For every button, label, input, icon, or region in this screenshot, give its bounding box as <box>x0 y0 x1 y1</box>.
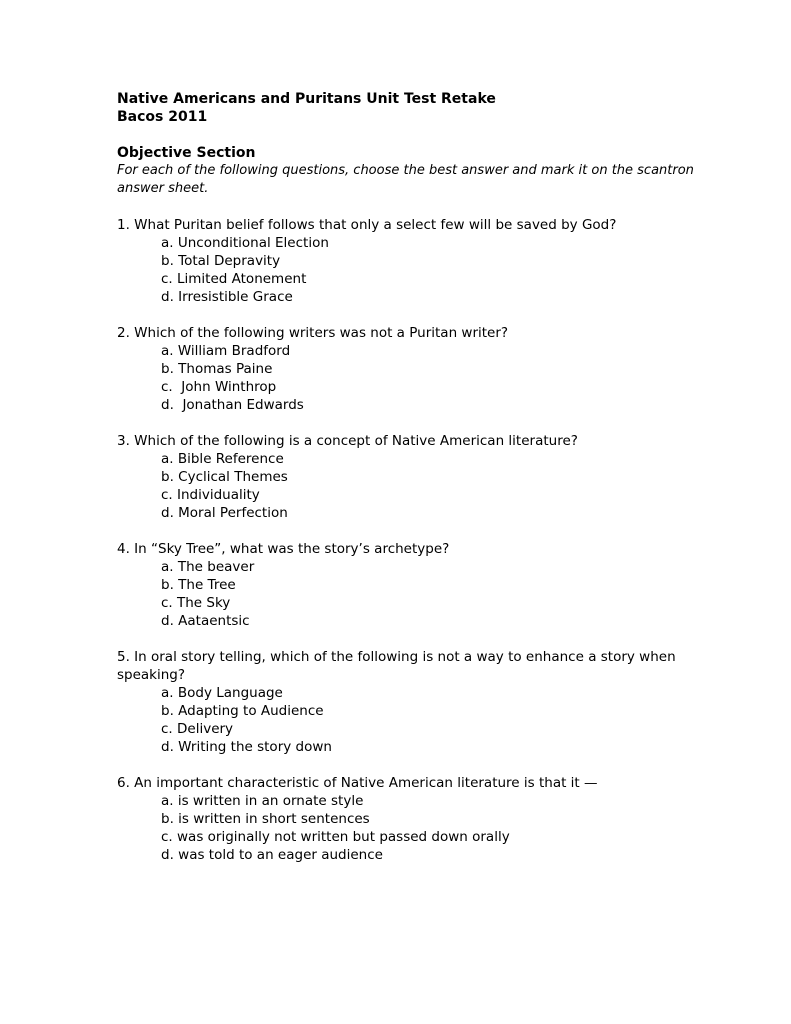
answer-options <box>117 558 697 630</box>
answer-option: d. Aataentsic <box>161 613 250 629</box>
answer-option: c. John Winthrop <box>161 379 277 395</box>
answer-options <box>117 684 697 756</box>
answer-option: c. was originally not written but passed down orally <box>161 829 510 845</box>
question-stem: 3. Which of the following is a concept of Native American literature? <box>117 433 578 449</box>
answer-option: b. Total Depravity <box>161 253 281 269</box>
answer-option: c. The Sky <box>161 595 231 611</box>
answer-option: a. Body Language <box>161 685 283 701</box>
question-stem: 6. An important characteristic of Native American literature is that it — <box>117 775 598 791</box>
answer-option: b. Thomas Paine <box>161 361 273 377</box>
section-instructions: For each of the following questions, choose the best answer and mark it on the scantron answer sheet. <box>117 163 694 196</box>
answer-option: b. Cyclical Themes <box>161 469 288 485</box>
document-title: Native Americans and Puritans Unit Test Retake <box>117 91 496 107</box>
answer-option: d. was told to an eager audience <box>161 847 383 863</box>
answer-option: a. William Bradford <box>161 343 291 359</box>
question-list <box>117 216 697 864</box>
question-2 <box>117 324 697 414</box>
answer-option: d. Irresistible Grace <box>161 289 293 305</box>
document-subtitle: Bacos 2011 <box>117 109 208 125</box>
answer-option: a. Bible Reference <box>161 451 284 467</box>
question-stem: 1. What Puritan belief follows that only a select few will be saved by God? <box>117 217 617 233</box>
question-stem: 2. Which of the following writers was not a Puritan writer? <box>117 325 509 341</box>
answer-option: d. Moral Perfection <box>161 505 288 521</box>
answer-option: c. Limited Atonement <box>161 271 307 287</box>
answer-options <box>117 234 697 306</box>
question-stem: 5. In oral story telling, which of the following is not a way to enhance a story when speaking? <box>117 649 676 683</box>
answer-option: c. Individuality <box>161 487 260 503</box>
question-4 <box>117 540 697 630</box>
answer-option: b. The Tree <box>161 577 236 593</box>
answer-options <box>117 342 697 414</box>
answer-option: a. The beaver <box>161 559 255 575</box>
answer-option: c. Delivery <box>161 721 234 737</box>
question-5 <box>117 648 697 756</box>
document-page <box>117 90 697 864</box>
answer-option: a. Unconditional Election <box>161 235 329 251</box>
section-heading: Objective Section <box>117 145 256 161</box>
answer-options <box>117 792 697 864</box>
question-3 <box>117 432 697 522</box>
question-6 <box>117 774 697 864</box>
question-1 <box>117 216 697 306</box>
answer-option: a. is written in an ornate style <box>161 793 364 809</box>
answer-options <box>117 450 697 522</box>
question-stem: 4. In “Sky Tree”, what was the story’s archetype? <box>117 541 450 557</box>
answer-option: b. Adapting to Audience <box>161 703 324 719</box>
answer-option: d. Writing the story down <box>161 739 332 755</box>
answer-option: d. Jonathan Edwards <box>161 397 304 413</box>
answer-option: b. is written in short sentences <box>161 811 370 827</box>
